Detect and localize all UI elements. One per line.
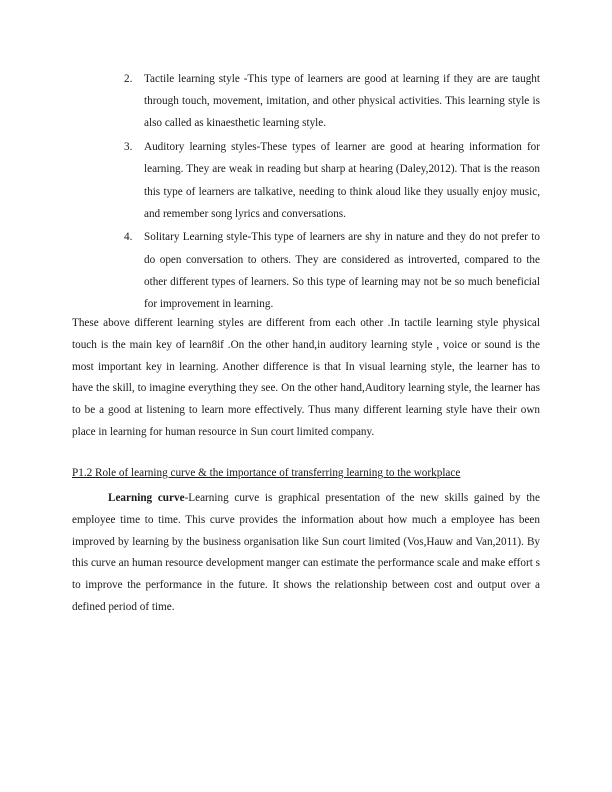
section-heading: P1.2 Role of learning curve & the importance of transferring learning to the workplace <box>72 467 461 479</box>
learning-curve-text: -Learning curve is graphical presentation of the new skills gained by the employee time to time. This curve provides the information about how much a employee has been improved by learning by the business organisation like Sun court limited (Vos,Hauw and Van,2011). By this curve an human resource development manger can estimate the performance scale and make effort s to improve the performance in the future. It shows the relationship between cost and output over a defined period of time. <box>72 492 540 613</box>
comparison-paragraph: These above different learning styles are different from each other .In tactile learning style physical touch is the main key of learn8if .On the other hand,in auditory learning style , voice or sound is the most important key in learning. Another difference is that In visual learning style, the learner has to have the skill, to imagine everything they see. On the other hand,Auditory learning style, the learner has to be a good at listening to learn more effectively. Thus many different learning style have their own place in learning for human resource in Sun court limited company. <box>72 317 540 438</box>
list-item-text: Solitary Learning style-This type of learners are shy in nature and they do not prefer to do open conversation to others. They are considered as introverted, compared to the other different types of learners. So this type of learning may not be so much beneficial for improvement in learning. <box>144 231 540 311</box>
list-item-text: Auditory learning styles-These types of learner are good at hearing information for learning. They are weak in reading but sharp at hearing (Daley,2012). That is the reason this type of learners are talkative, needing to think aloud like they usually enjoy music, and remember song lyrics and conversations. <box>144 141 540 220</box>
list-item-solitary <box>124 226 540 315</box>
learning-curve-paragraph <box>72 488 540 619</box>
list-item-number: 4. <box>124 231 133 244</box>
list-item-number: 3. <box>124 141 133 154</box>
learning-styles-list <box>124 68 540 317</box>
list-item-text: Tactile learning style -This type of learners are good at learning if they are are taught through touch, movement, imitation, and other physical activities. This learning style is also called as kinaesthetic learning style. <box>144 73 540 130</box>
learning-curve-term: Learning curve <box>108 492 185 504</box>
list-item-auditory <box>124 136 540 225</box>
list-item-tactile <box>124 68 540 135</box>
list-item-number: 2. <box>124 73 133 85</box>
